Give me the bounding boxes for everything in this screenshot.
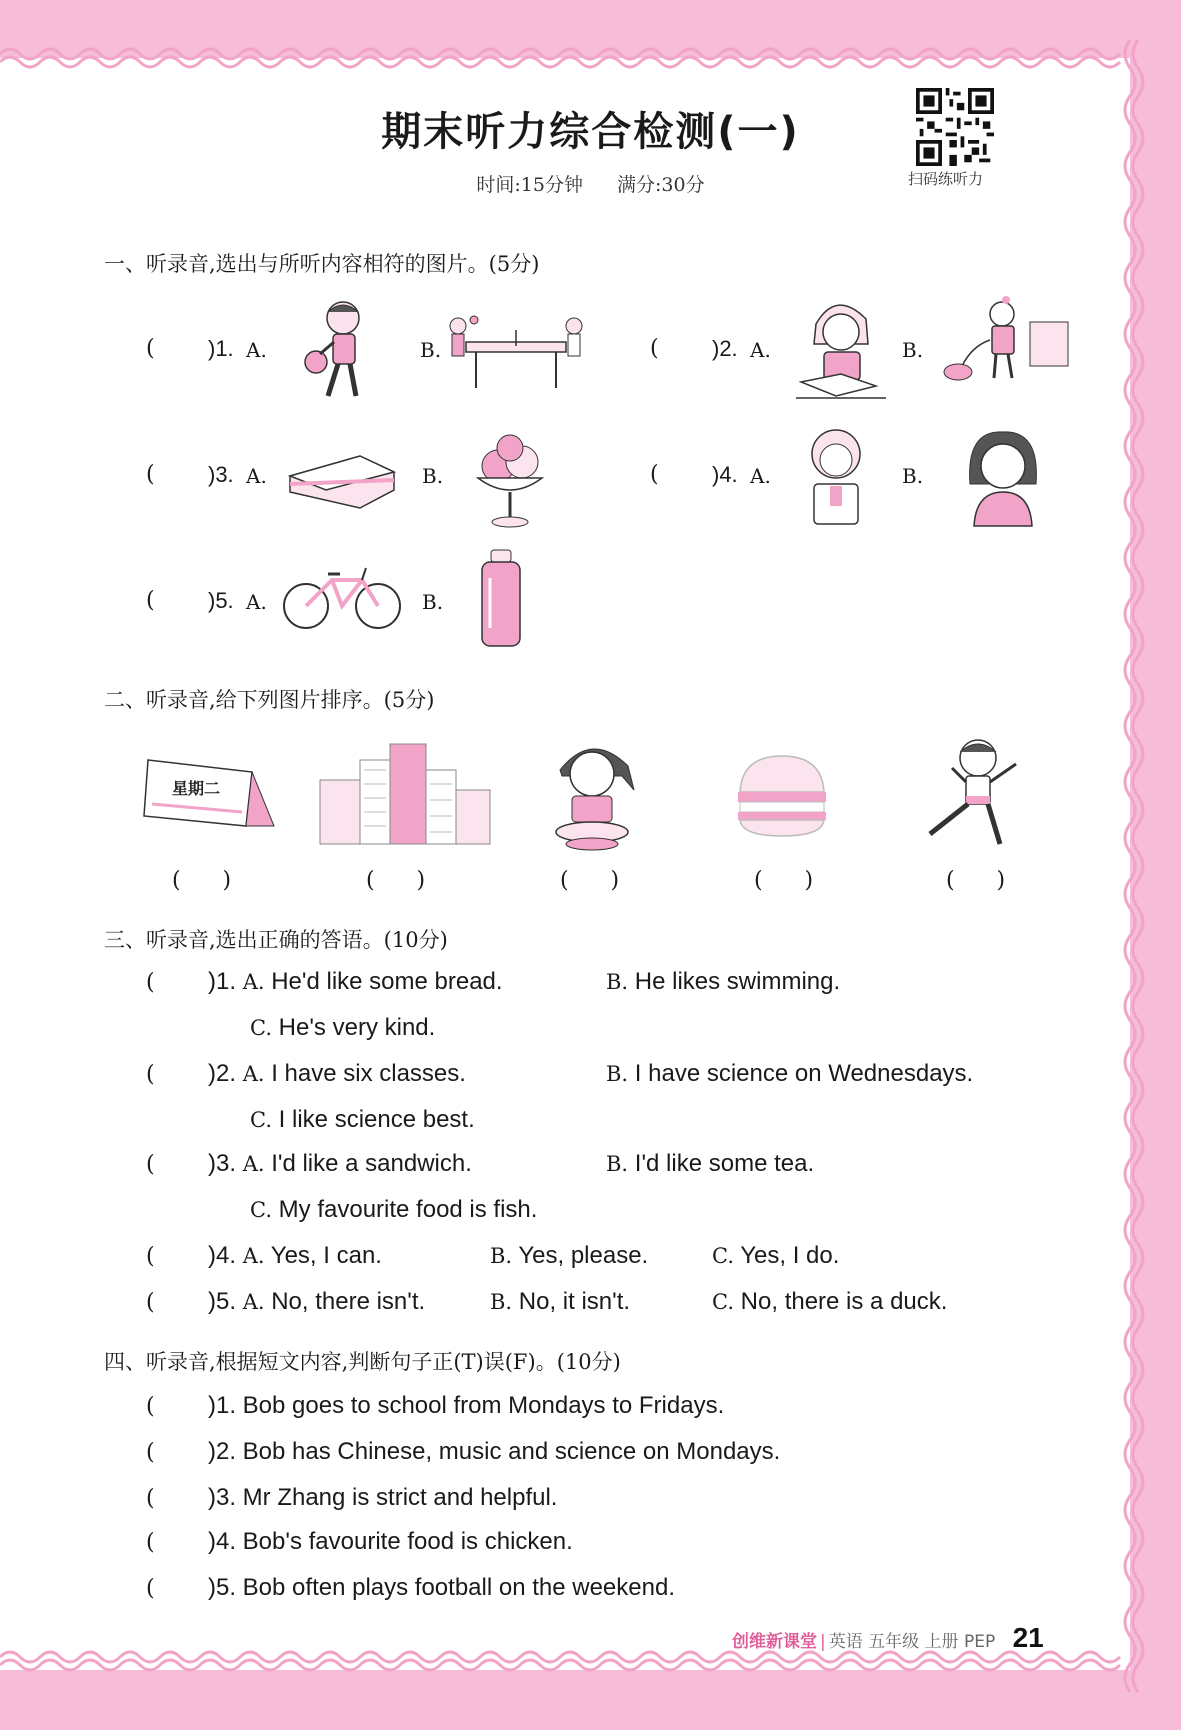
page-number: 21 bbox=[1012, 1622, 1044, 1653]
brand-name: 创维新课堂 bbox=[732, 1632, 817, 1652]
option-b-label: B. bbox=[422, 590, 444, 614]
subject: 英语 bbox=[828, 1632, 863, 1652]
option-b-label: B. bbox=[902, 338, 924, 362]
answer-blank-3-5[interactable]: ( bbox=[146, 1290, 155, 1315]
volume: 上册 bbox=[924, 1632, 959, 1652]
option-c: C. I like science best. bbox=[250, 1106, 475, 1133]
answer-blank-1-3[interactable]: ( bbox=[146, 462, 155, 487]
girl-vacuuming-picture bbox=[932, 296, 1072, 386]
water-bottle-picture bbox=[476, 548, 526, 650]
option-a-label: A. bbox=[246, 464, 267, 488]
answer-blank-1-1[interactable]: ( bbox=[146, 336, 155, 361]
question-number: )1. bbox=[208, 336, 234, 361]
hamburger-picture bbox=[734, 752, 830, 838]
section-4-heading: 四、听录音,根据短文内容,判断句子正(T)误(F)。(10分) bbox=[104, 1350, 621, 1374]
question-3-5: )5. A. No, there isn't. bbox=[208, 1288, 426, 1315]
test-info bbox=[0, 170, 1181, 197]
question-number: )4. bbox=[712, 462, 738, 487]
option-b: B. He likes swimming. bbox=[606, 968, 841, 995]
section-3-heading: 三、听录音,选出正确的答语。(10分) bbox=[104, 928, 448, 952]
city-buildings-picture bbox=[316, 740, 494, 846]
option-a-label: A. bbox=[246, 590, 267, 614]
answer-blank-4-4[interactable]: ( bbox=[146, 1530, 155, 1555]
answer-blank-3-2[interactable]: ( bbox=[146, 1062, 155, 1087]
question-number: )2. bbox=[712, 336, 738, 361]
question-number: )3. bbox=[208, 462, 234, 487]
answer-blank-4-1[interactable]: ( bbox=[146, 1394, 155, 1419]
ice-cream-picture bbox=[470, 432, 550, 532]
question-3-4: )4. A. Yes, I can. bbox=[208, 1242, 382, 1269]
edition: PEP bbox=[963, 1632, 996, 1652]
option-a-label: A. bbox=[246, 338, 267, 362]
option-c: C. He's very kind. bbox=[250, 1014, 436, 1041]
question-3-1: )1. A. He'd like some bread. bbox=[208, 968, 503, 995]
calendar-text: 星期二 bbox=[172, 779, 221, 798]
answer-blank-3-4[interactable]: ( bbox=[146, 1244, 155, 1269]
order-blank-4[interactable]: ( ) bbox=[754, 868, 814, 893]
statement-4-3: )3. Mr Zhang is strict and helpful. bbox=[208, 1484, 558, 1511]
sandwich-picture bbox=[286, 450, 398, 514]
option-b: B. Yes, please. bbox=[490, 1242, 649, 1269]
option-a-label: A. bbox=[750, 464, 771, 488]
option-c: C. No, there is a duck. bbox=[712, 1288, 948, 1315]
order-blank-5[interactable]: ( ) bbox=[946, 868, 1006, 893]
question-3-2: )2. A. I have six classes. bbox=[208, 1060, 466, 1087]
statement-4-5: )5. Bob often plays football on the weekend. bbox=[208, 1574, 675, 1601]
grandma-picture bbox=[800, 424, 872, 534]
answer-blank-3-3[interactable]: ( bbox=[146, 1152, 155, 1177]
page-title: 期末听力综合检测(一) bbox=[381, 109, 800, 155]
bicycle-picture bbox=[282, 560, 402, 632]
statement-4-1: )1. Bob goes to school from Mondays to Fridays. bbox=[208, 1392, 725, 1419]
answer-blank-4-5[interactable]: ( bbox=[146, 1576, 155, 1601]
answer-blank-1-5[interactable]: ( bbox=[146, 588, 155, 613]
order-blank-3[interactable]: ( ) bbox=[560, 868, 620, 893]
answer-blank-4-3[interactable]: ( bbox=[146, 1486, 155, 1511]
answer-blank-1-2[interactable]: ( bbox=[650, 336, 659, 361]
option-a-label: A. bbox=[750, 338, 771, 362]
girl-kung-fu-picture bbox=[916, 734, 1036, 852]
qr-code-icon[interactable] bbox=[916, 88, 994, 166]
section-2-heading: 二、听录音,给下列图片排序。(5分) bbox=[104, 688, 435, 712]
boy-basketball-picture bbox=[298, 296, 378, 406]
answer-blank-1-4[interactable]: ( bbox=[650, 462, 659, 487]
answer-blank-4-2[interactable]: ( bbox=[146, 1440, 155, 1465]
grade: 五年级 bbox=[868, 1632, 920, 1652]
qr-label: 扫码练听力 bbox=[908, 170, 984, 188]
ping-pong-picture bbox=[446, 312, 586, 392]
girl-eating-picture bbox=[542, 730, 642, 854]
page-footer: 创维新课堂 | 英语 五年级 上册 PEP 21 bbox=[732, 1622, 1044, 1653]
time-limit: 时间:15分钟 bbox=[476, 174, 583, 196]
option-b: B. I have science on Wednesdays. bbox=[606, 1060, 974, 1087]
order-blank-2[interactable]: ( ) bbox=[366, 868, 426, 893]
option-b: B. I'd like some tea. bbox=[606, 1150, 815, 1177]
full-score: 满分:30分 bbox=[617, 174, 705, 196]
wavy-border-top bbox=[0, 40, 1140, 74]
calendar-picture bbox=[142, 756, 278, 830]
order-blank-1[interactable]: ( ) bbox=[172, 868, 232, 893]
girl-reading-picture bbox=[796, 294, 886, 404]
statement-4-4: )4. Bob's favourite food is chicken. bbox=[208, 1528, 573, 1555]
section-1-heading: 一、听录音,选出与所听内容相符的图片。(5分) bbox=[104, 252, 540, 276]
question-number: )5. bbox=[208, 588, 234, 613]
answer-blank-3-1[interactable]: ( bbox=[146, 970, 155, 995]
young-woman-picture bbox=[966, 430, 1040, 530]
option-c: C. Yes, I do. bbox=[712, 1242, 840, 1269]
wavy-border-right bbox=[1118, 40, 1154, 1700]
statement-4-2: )2. Bob has Chinese, music and science on Mondays. bbox=[208, 1438, 781, 1465]
option-b-label: B. bbox=[420, 338, 442, 362]
question-3-3: )3. A. I'd like a sandwich. bbox=[208, 1150, 472, 1177]
option-b-label: B. bbox=[422, 464, 444, 488]
option-b: B. No, it isn't. bbox=[490, 1288, 631, 1315]
option-c: C. My favourite food is fish. bbox=[250, 1196, 538, 1223]
option-b-label: B. bbox=[902, 464, 924, 488]
